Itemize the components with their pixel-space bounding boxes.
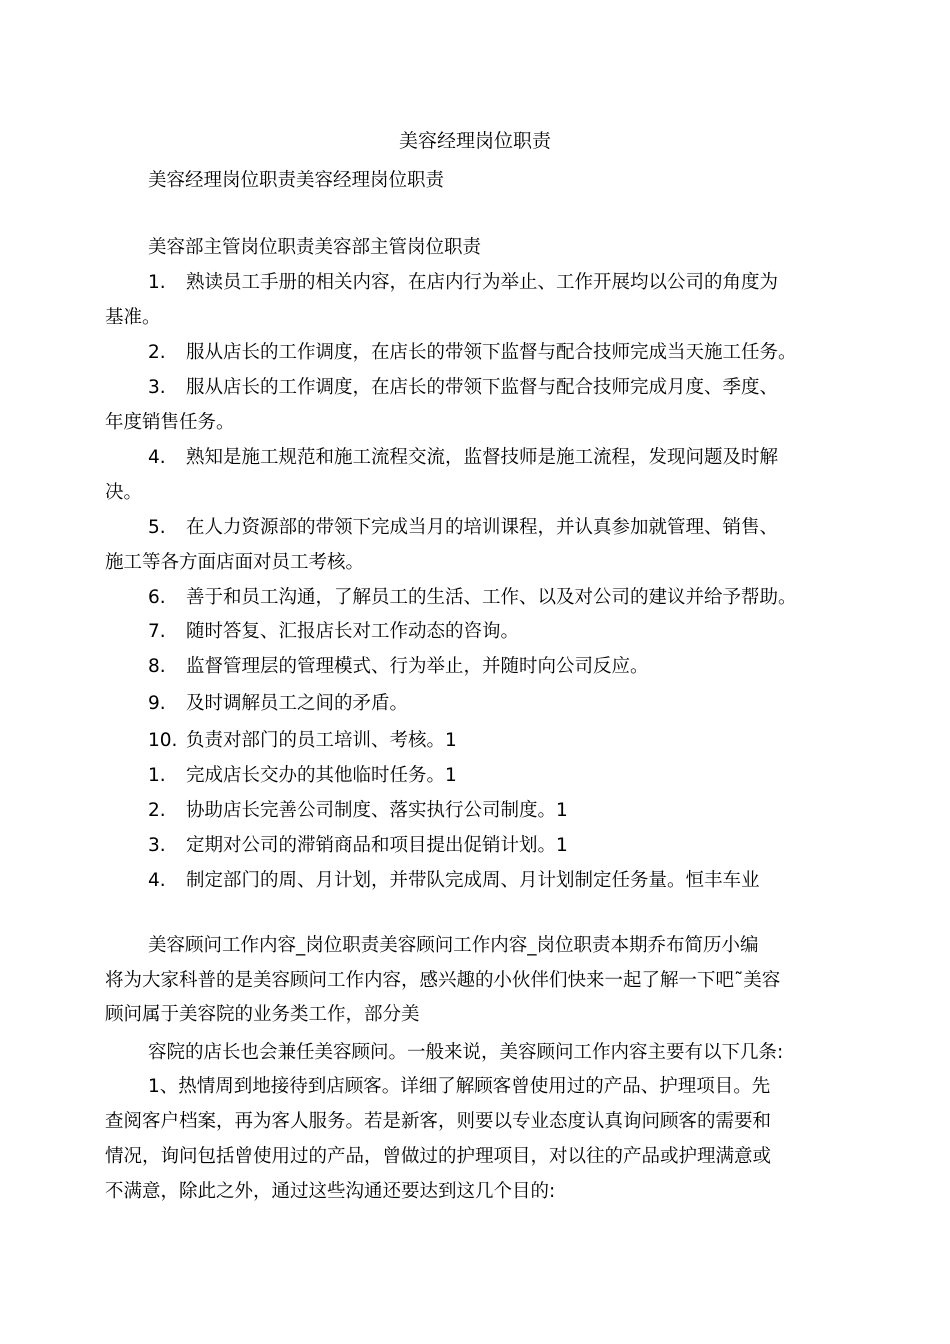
item-number: 4.: [148, 447, 166, 468]
paragraph-line: 不满意，除此之外，通过这些沟通还要达到这几个目的:: [105, 1181, 556, 1202]
list-item: [148, 271, 778, 295]
item-number: 2.: [148, 342, 166, 363]
list-item: [148, 834, 568, 858]
item-number: 3.: [148, 377, 166, 398]
paragraph-line: 顾问属于美容院的业务类工作，部分美: [105, 1004, 420, 1025]
paragraph-line: 1、热情周到地接待到店顾客。详细了解顾客曾使用过的产品、护理项目。先: [148, 1076, 771, 1097]
list-item: [148, 620, 519, 644]
item-text: 监督管理层的管理模式、行为举止，并随时向公司反应。: [186, 656, 649, 677]
item-text: 在人力资源部的带领下完成当月的培训课程，并认真参加就管理、销售、: [186, 517, 779, 538]
item-number: 3.: [148, 835, 166, 856]
item-text: 及时调解员工之间的矛盾。: [186, 693, 409, 714]
item-continuation: 施工等各方面店面对员工考核。: [105, 552, 365, 573]
item-number: 5.: [148, 517, 166, 538]
item-text: 服从店长的工作调度，在店长的带领下监督与配合技师完成当天施工任务。: [186, 342, 797, 363]
item-text: 服从店长的工作调度，在店长的带领下监督与配合技师完成月度、季度、: [186, 377, 779, 398]
item-number: 1.: [148, 765, 166, 786]
item-text: 负责对部门的员工培训、考核。1: [186, 730, 457, 751]
item-continuation: 年度销售任务。: [105, 412, 235, 433]
paragraph-line: 将为大家科普的是美容顾问工作内容，感兴趣的小伙伴们快来一起了解一下吧˜美容: [105, 970, 781, 991]
list-item: [148, 446, 778, 470]
list-item: [148, 376, 778, 400]
list-item: [148, 586, 797, 610]
list-item: [148, 799, 568, 823]
item-number: 1.: [148, 272, 166, 293]
item-continuation: 基准。: [105, 307, 161, 328]
item-number: 4.: [148, 870, 166, 891]
item-text: 制定部门的周、月计划，并带队完成周、月计划制定任务量。恒丰车业: [186, 870, 760, 891]
item-text: 定期对公司的滞销商品和项目提出促销计划。1: [186, 835, 568, 856]
list-item: [148, 692, 408, 716]
list-item: [148, 729, 457, 753]
list-item: [148, 341, 797, 365]
item-number: 10.: [148, 730, 178, 751]
paragraph-line: 美容顾问工作内容_岗位职责美容顾问工作内容_岗位职责本期乔布简历小编: [148, 935, 759, 956]
heading-supervisor: 美容部主管岗位职责美容部主管岗位职责: [148, 237, 482, 258]
list-item: [148, 764, 457, 788]
item-text: 协助店长完善公司制度、落实执行公司制度。1: [186, 800, 568, 821]
item-text: 随时答复、汇报店长对工作动态的咨询。: [186, 621, 520, 642]
list-item: [148, 869, 760, 893]
paragraph-line: 查阅客户档案，再为客人服务。若是新客，则要以专业态度认真询问顾客的需要和: [105, 1111, 772, 1132]
item-number: 2.: [148, 800, 166, 821]
item-number: 9.: [148, 693, 166, 714]
item-number: 8.: [148, 656, 166, 677]
item-number: 7.: [148, 621, 166, 642]
heading-manager: 美容经理岗位职责美容经理岗位职责: [148, 170, 445, 191]
document-title: 美容经理岗位职责: [398, 130, 551, 152]
item-text: 完成店长交办的其他临时任务。1: [186, 765, 457, 786]
list-item: [148, 516, 778, 540]
item-text: 熟知是施工规范和施工流程交流，监督技师是施工流程，发现问题及时解: [186, 447, 779, 468]
list-item: [148, 655, 649, 679]
item-text: 熟读员工手册的相关内容，在店内行为举止、工作开展均以公司的角度为: [186, 272, 779, 293]
item-text: 善于和员工沟通，了解员工的生活、工作、以及对公司的建议并给予帮助。: [186, 587, 797, 608]
paragraph-line: 容院的店长也会兼任美容顾问。一般来说，美容顾问工作内容主要有以下几条:: [148, 1042, 784, 1063]
paragraph-line: 情况，询问包括曾使用过的产品，曾做过的护理项目，对以往的产品或护理满意或: [105, 1146, 772, 1167]
item-continuation: 决。: [105, 482, 143, 503]
item-number: 6.: [148, 587, 166, 608]
